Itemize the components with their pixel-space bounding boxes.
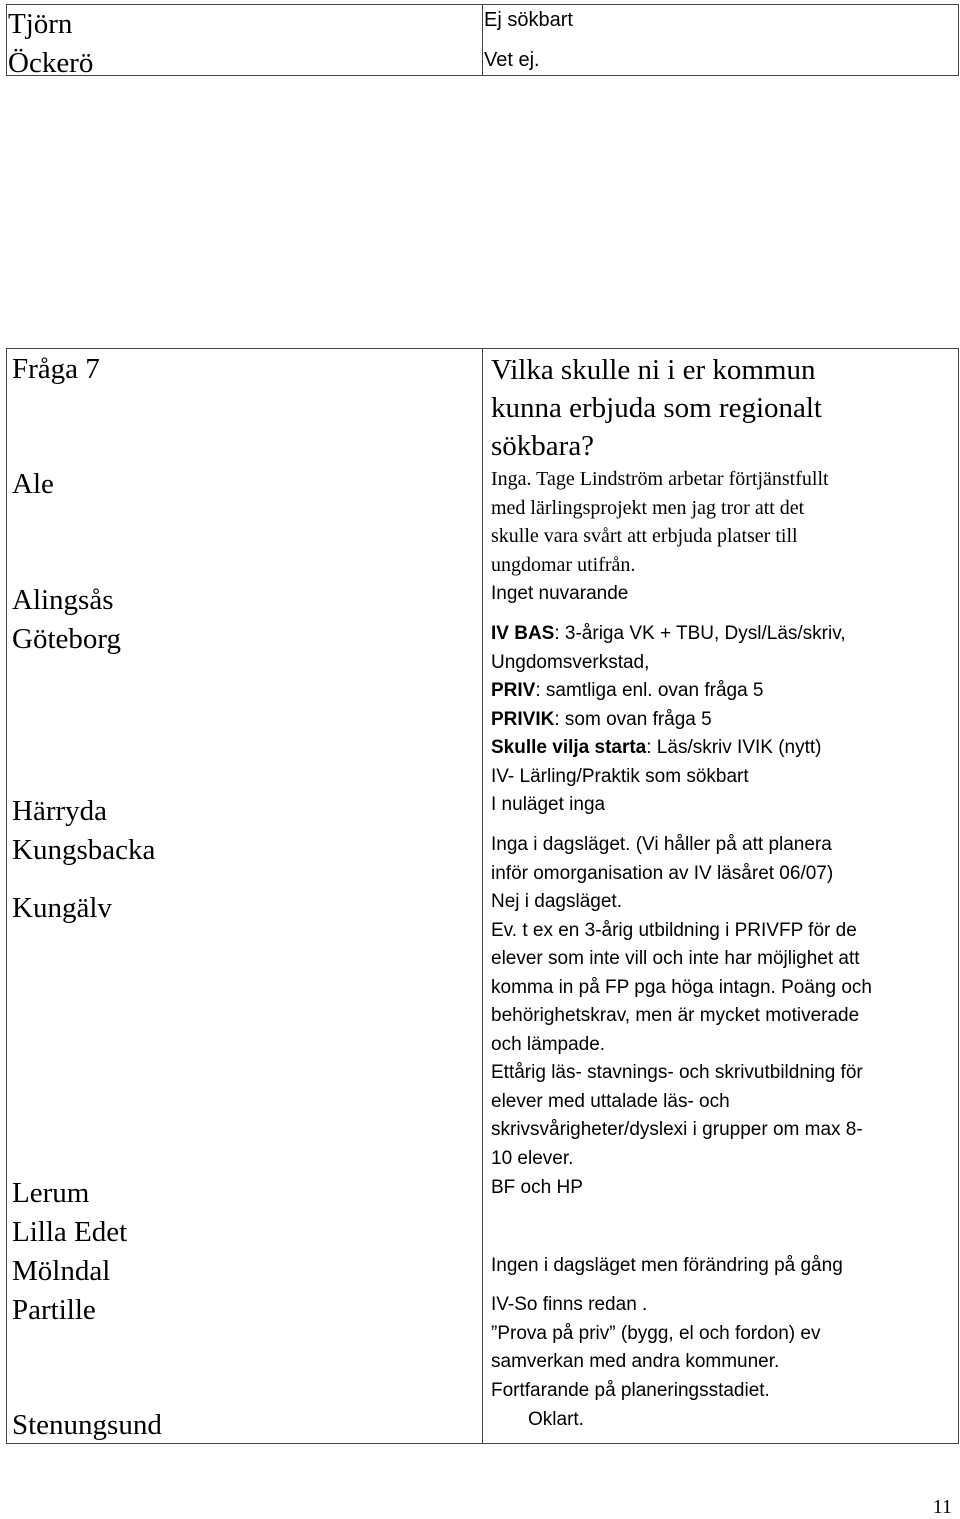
answer-line: ungdomar utifrån.: [491, 553, 636, 576]
municipality-alingsas: Alingsås: [12, 584, 114, 616]
answer-line: samverkan med andra kommuner.: [491, 1351, 780, 1372]
question-line: kunna erbjuda som regionalt: [491, 392, 822, 424]
answer-line: [491, 734, 953, 763]
skulle-text: : Läs/skriv IVIK (nytt): [646, 737, 822, 758]
answer-line: IV-So finns redan .: [491, 1294, 648, 1315]
answer-line: 10 elever.: [491, 1147, 574, 1169]
answer-kungsbacka: [491, 831, 953, 888]
answer-alingsas: Inget nuvarande: [491, 583, 629, 604]
answer-line: Inga i dagsläget. (Vi håller på att planera: [491, 834, 832, 855]
answer-stenungsund: Oklart.: [528, 1409, 584, 1430]
answer-line: med lärlingsprojekt men jag tror att det: [491, 496, 805, 519]
answer-lerum: BF och HP: [491, 1177, 583, 1198]
answer-line: behörighetskrav, men är mycket motiverade: [491, 1005, 860, 1026]
priv-text: : samtliga enl. ovan fråga 5: [535, 680, 764, 701]
answer-molndal: Ingen i dagsläget men förändring på gång: [491, 1255, 843, 1276]
answer-ockero: Vet ej.: [484, 49, 540, 71]
answer-line: Ettårig läs- stavnings- och skrivutbildning för: [491, 1062, 863, 1083]
answer-goteborg: [491, 620, 953, 791]
answer-line: Nej i dagsläget.: [491, 891, 622, 912]
ivbas-text: : 3-åriga VK + TBU, Dysl/Läs/skriv,: [554, 623, 846, 644]
answer-line: [491, 677, 953, 706]
municipality-goteborg: Göteborg: [12, 623, 122, 655]
municipality-tjorn: Tjörn: [8, 8, 73, 40]
municipality-ockero: Öckerö: [8, 47, 94, 79]
table-top: [6, 4, 959, 76]
answer-partille: [491, 1291, 953, 1405]
answer-kungalv: [491, 888, 953, 1173]
answer-ale: [491, 465, 953, 579]
municipality-stenungsund: Stenungsund: [12, 1409, 162, 1441]
municipality-kungalv: Kungälv: [12, 892, 112, 924]
municipality-kungsbacka: Kungsbacka: [12, 834, 156, 866]
answer-line: ”Prova på priv” (bygg, el och fordon) ev: [491, 1322, 821, 1344]
privik-text: : som ovan fråga 5: [554, 708, 712, 730]
page-number: 11: [932, 1496, 952, 1518]
answer-line: Fortfarande på planeringsstadiet.: [491, 1379, 770, 1401]
skulle-label: Skulle vilja starta: [491, 737, 647, 758]
answer-line: och lämpade.: [491, 1033, 606, 1055]
privik-label: PRIVIK: [491, 708, 555, 730]
answer-line: Ungdomsverkstad,: [491, 651, 650, 673]
municipality-ale: Ale: [12, 468, 54, 500]
municipality-lerum: Lerum: [12, 1177, 90, 1209]
answer-harryda: I nuläget inga: [491, 794, 606, 815]
answer-line: inför omorganisation av IV läsåret 06/07): [491, 862, 834, 884]
question-line: sökbara?: [491, 430, 595, 462]
answer-line: [491, 706, 953, 735]
ivbas-label: IV BAS: [491, 623, 555, 644]
answer-tjorn: Ej sökbart: [484, 9, 573, 31]
question-text: [491, 351, 953, 465]
answer-line: IV- Lärling/Praktik som sökbart: [491, 765, 749, 787]
municipality-molndal: Mölndal: [12, 1255, 111, 1287]
municipality-partille: Partille: [12, 1294, 96, 1326]
answer-line: Ev. t ex en 3-årig utbildning i PRIVFP för de: [491, 919, 857, 941]
answer-line: komma in på FP pga höga intagn. Poäng och: [491, 976, 872, 998]
question-line: Vilka skulle ni i er kommun: [491, 354, 816, 386]
question-label: Fråga 7: [12, 353, 100, 385]
answer-line: elever med uttalade läs- och: [491, 1090, 730, 1112]
municipality-lilla-edet: Lilla Edet: [12, 1216, 128, 1248]
answer-line: skrivsvårigheter/dyslexi i grupper om max 8-: [491, 1119, 863, 1140]
answer-line: Inga. Tage Lindström arbetar förtjänstfullt: [491, 468, 829, 490]
answer-line: skulle vara svårt att erbjuda platser till: [491, 525, 798, 547]
priv-label: PRIV: [491, 680, 536, 701]
answer-line: elever som inte vill och inte har möjlighet att: [491, 948, 860, 969]
answer-line: [491, 620, 953, 649]
municipality-harryda: Härryda: [12, 795, 108, 827]
